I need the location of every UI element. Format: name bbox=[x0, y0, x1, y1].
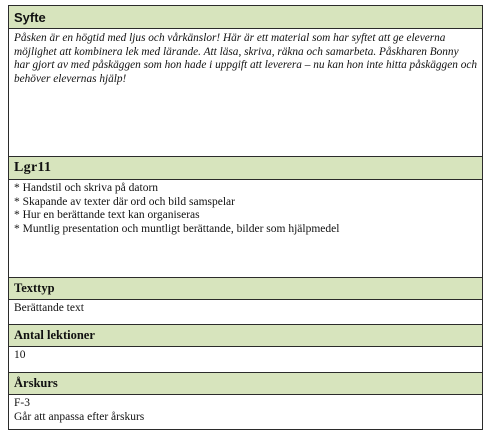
syfte-text: Påsken är en högtid med ljus och vårkänslor! Här är ett material som har syftet att ge eleverna möjlighet att kombinera lek med lärande. Att läsa, skriva, räkna och samarbeta. Påskharen Bonny har gjort av med påskäggen som hon hade i uppgift att leverera – nu kan hon inte hitta påskäggen och behöver elevernas hjälp! bbox=[9, 29, 483, 157]
texttyp-value: Berättande text bbox=[9, 300, 483, 325]
texttyp-header-row bbox=[9, 278, 483, 300]
syfte-header-row bbox=[9, 6, 483, 29]
lgr11-item: * Skapande av texter där ord och bild samspelar bbox=[14, 195, 235, 208]
arskurs-content bbox=[9, 395, 483, 430]
lgr11-heading: Lgr11 bbox=[9, 157, 483, 180]
syfte-heading: Syfte bbox=[9, 6, 483, 29]
lgr11-list bbox=[9, 180, 483, 278]
lgr11-item: * Handstil och skriva på datorn bbox=[14, 182, 159, 194]
texttyp-content-row bbox=[9, 300, 483, 325]
lgr11-item: * Muntlig presentation och muntligt berättande, bilder som hjälpmedel bbox=[14, 222, 340, 235]
lektioner-header-row bbox=[9, 325, 483, 347]
lesson-plan-table bbox=[8, 5, 483, 430]
arskurs-content-row bbox=[9, 395, 483, 430]
lektioner-heading: Antal lektioner bbox=[9, 325, 483, 347]
arskurs-header-row bbox=[9, 373, 483, 395]
arskurs-heading: Årskurs bbox=[9, 373, 483, 395]
arskurs-grade: F-3 bbox=[14, 397, 30, 409]
syfte-content-row bbox=[9, 29, 483, 157]
lgr11-header-row bbox=[9, 157, 483, 180]
lektioner-value: 10 bbox=[9, 347, 483, 373]
arskurs-note: Går att anpassa efter årskurs bbox=[14, 410, 145, 423]
texttyp-heading: Texttyp bbox=[9, 278, 483, 300]
lektioner-content-row bbox=[9, 347, 483, 373]
lgr11-content-row bbox=[9, 180, 483, 278]
lgr11-item: * Hur en berättande text kan organiseras bbox=[14, 209, 200, 221]
